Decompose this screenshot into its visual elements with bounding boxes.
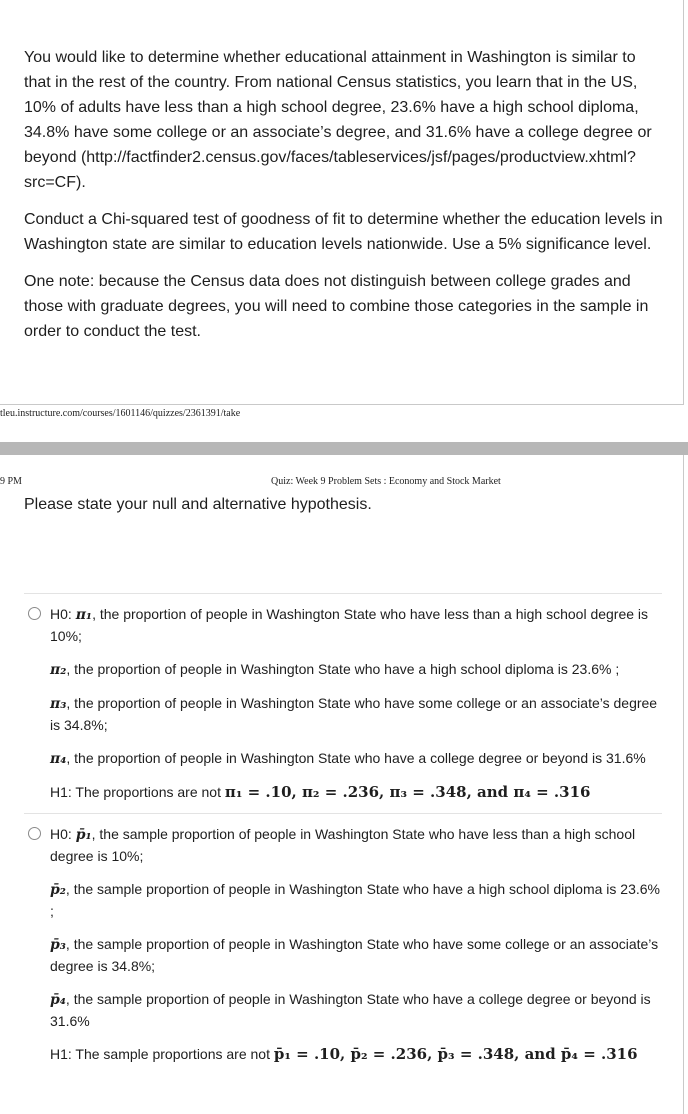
radio-button-option-2[interactable]	[28, 827, 41, 840]
option-1-h0-line-1	[50, 604, 662, 647]
option-2-h1-math: p̄₁ = .10, p̄₂ = .236, p̄₃ = .348, and p̄₄ = .316	[273, 1045, 638, 1063]
radio-button-option-1[interactable]	[28, 607, 41, 620]
option-1-h1	[50, 782, 662, 803]
p-bar-4-symbol: p̄₄	[50, 992, 66, 1008]
p-bar-1-symbol: p̄₁	[75, 827, 92, 843]
option-1-h1-math: π₁ = .10, π₂ = .236, π₃ = .348, and π₄ = .316	[224, 783, 591, 801]
print-header-time: 9 PM	[0, 476, 22, 487]
question-prompt: Please state your null and alternative hypothesis.	[24, 496, 372, 513]
h0-label: H0:	[50, 606, 76, 622]
option-2-h0-text-1: , the sample proportion of people in Washington State who have less than a high school degree is 10%;	[50, 826, 636, 864]
option-1-h0-line-4	[50, 748, 662, 770]
answer-option-1[interactable]	[24, 593, 662, 813]
question-paragraph-instructions: Conduct a Chi-squared test of goodness of fit to determine whether the education levels in Washington state are similar to education levels nationwide. Use a 5% significance level.	[24, 211, 663, 253]
pi-2-symbol: π₂	[50, 662, 67, 678]
option-1-h0-text-2: , the proportion of people in Washington State who have a high school diploma is 23.6% ;	[66, 661, 620, 677]
option-2-h1-text: H1: The sample proportions are not	[50, 1046, 274, 1062]
option-2-h1	[50, 1044, 662, 1065]
option-2-h0-text-4: , the sample proportion of people in Washington State who have a college degree or beyond is 31.6%	[50, 991, 651, 1029]
pi-4-symbol: π₄	[50, 751, 67, 767]
question-paragraph-intro: You would like to determine whether educational attainment in Washington is similar to that in the rest of the country. From national Census statistics, you learn that in the US, 10% of adults have less than a high school degree, 23.6% have a high school diploma, 34.8% have some college or an associate’s degree, and 31.6% have a college degree or beyond (http://factfinder2.census.gov/faces/tableservices/jsf/pages/productview.xhtml?src=CF).	[24, 49, 652, 191]
pi-1-symbol: π₁	[75, 607, 93, 623]
option-2-h0-line-4	[50, 989, 662, 1032]
option-1-h0-text-4: , the proportion of people in Washington State who have a college degree or beyond is 31.6%	[66, 750, 646, 766]
option-1-h0-line-3	[50, 693, 662, 736]
option-2-h0-text-3: , the sample proportion of people in Washington State who have some college or an associate’s degree is 34.8%;	[50, 936, 659, 974]
option-2-h0-line-2	[50, 879, 662, 922]
answer-option-2[interactable]	[24, 813, 662, 1075]
h0-label: H0:	[50, 826, 76, 842]
print-header-title: Quiz: Week 9 Problem Sets : Economy and Stock Market	[271, 476, 501, 487]
page-break-divider	[0, 442, 688, 455]
question-paragraph-note: One note: because the Census data does not distinguish between college grades and those with graduate degrees, you will need to combine those categories in the sample in order to conduct the test.	[24, 273, 649, 340]
option-2-h0-line-1	[50, 824, 662, 867]
print-footer-url: tleu.instructure.com/courses/1601146/quizzes/2361391/take	[0, 408, 241, 419]
option-1-h0-text-3: , the proportion of people in Washington State who have some college or an associate’s degree is 34.8%;	[50, 695, 658, 733]
option-2-h0-line-3	[50, 934, 662, 977]
option-1-h1-text: H1: The proportions are not	[50, 784, 225, 800]
p-bar-3-symbol: p̄₃	[50, 937, 66, 953]
question-text	[24, 45, 664, 356]
option-2-h0-text-2: , the sample proportion of people in Washington State who have a high school diploma is 23.6% ;	[50, 881, 660, 919]
option-1-h0-text-1: , the proportion of people in Washington State who have less than a high school degree is 10%;	[50, 606, 649, 644]
question-page	[0, 0, 684, 405]
p-bar-2-symbol: p̄₂	[50, 882, 66, 898]
option-1-h0-line-2	[50, 659, 662, 681]
pi-3-symbol: π₃	[50, 696, 67, 712]
answer-page	[0, 455, 684, 1114]
answer-options	[24, 593, 662, 1075]
